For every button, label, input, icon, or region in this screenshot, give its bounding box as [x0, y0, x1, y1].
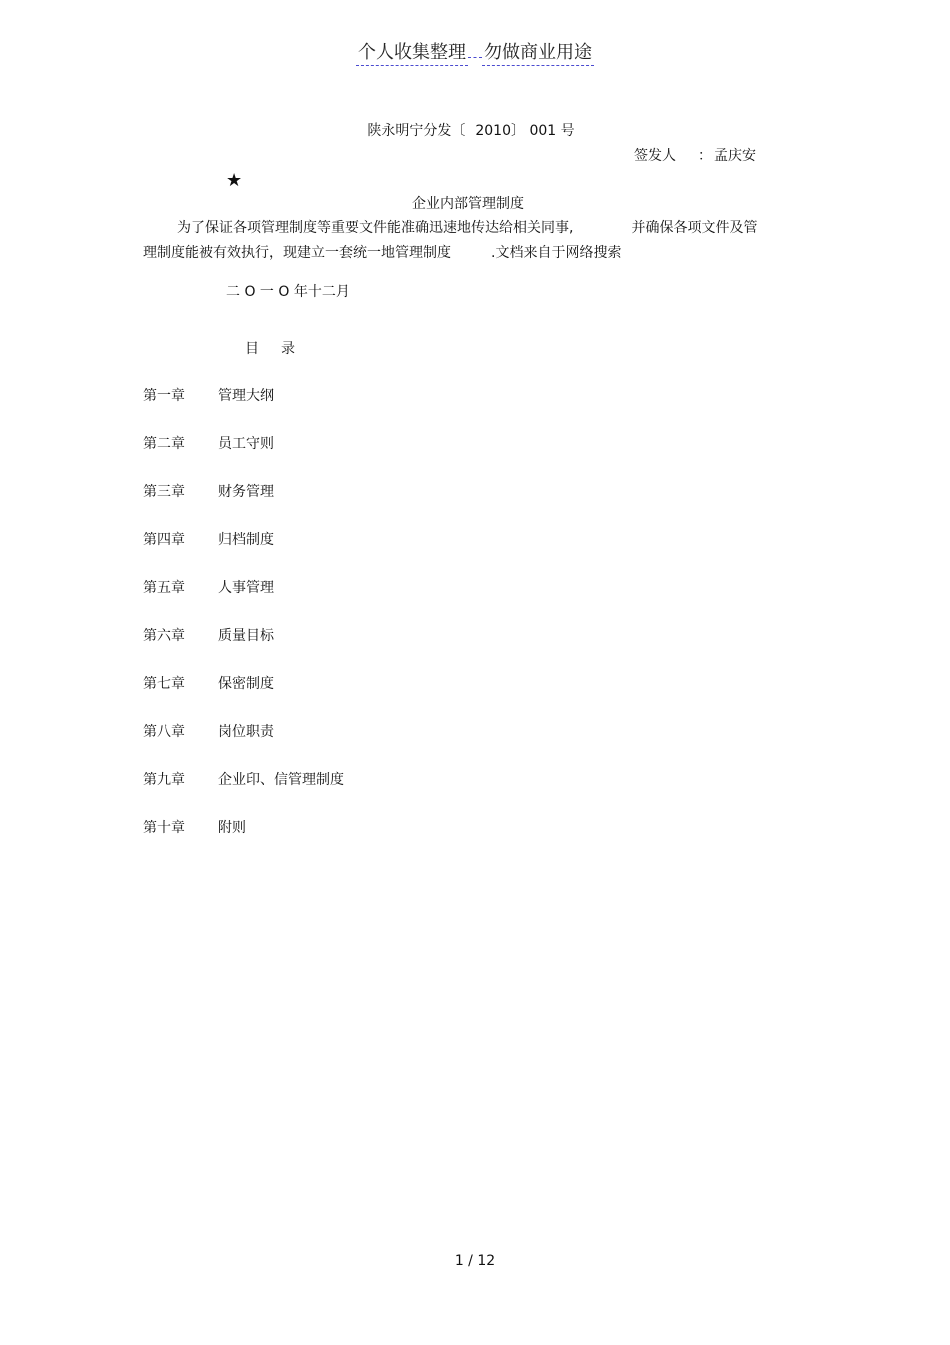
toc-chapter-number: 第六章 — [143, 628, 185, 644]
toc-item — [143, 386, 543, 434]
toc-chapter-number: 第九章 — [143, 772, 185, 788]
document-number-prefix: 陕永明宁分发〔 — [367, 123, 466, 139]
toc-chapter-number: 第四章 — [143, 532, 185, 548]
toc-chapter-number: 第五章 — [143, 580, 185, 596]
toc-chapter-number: 第二章 — [143, 436, 185, 452]
toc-item — [143, 482, 543, 530]
toc-chapter-title: 员工守则 — [218, 436, 274, 452]
toc-chapter-number: 第八章 — [143, 724, 185, 740]
toc-chapter-title: 岗位职责 — [218, 724, 274, 740]
toc-chapter-number: 第十章 — [143, 820, 185, 836]
paragraph-line-1 — [143, 218, 803, 238]
toc-heading-a: 目 — [245, 341, 259, 357]
page-number: 1 / 12 — [454, 1253, 496, 1269]
toc-chapter-number: 第三章 — [143, 484, 185, 500]
signer-name: 孟庆安 — [714, 148, 756, 164]
table-of-contents — [143, 386, 543, 866]
document-number — [0, 121, 942, 141]
toc-chapter-title: 保密制度 — [218, 676, 274, 692]
paragraph-line-1-a: 为了保证各项管理制度等重要文件能准确迅速地传达给相关同事, — [177, 220, 574, 236]
paragraph-line-2-a: 理制度能被有效执行，现建立一套统一地管理制度 — [143, 245, 451, 261]
toc-item — [143, 626, 543, 674]
toc-item — [143, 434, 543, 482]
header-text-part1: 个人收集整理 — [356, 42, 468, 66]
paragraph-line-1-b: 并确保各项文件及管 — [631, 220, 758, 236]
toc-chapter-title: 人事管理 — [218, 580, 274, 596]
intro-paragraph — [143, 218, 803, 263]
toc-item — [143, 722, 543, 770]
signer-colon: ： — [698, 148, 712, 164]
toc-item — [143, 818, 543, 866]
toc-chapter-title: 管理大纲 — [218, 388, 274, 404]
issue-date: 二 O 一 O 年十二月 — [226, 284, 350, 300]
document-title: 企业内部管理制度 — [412, 196, 524, 212]
toc-chapter-title: 财务管理 — [218, 484, 274, 500]
toc-heading-b: 录 — [281, 341, 295, 357]
paragraph-line-2 — [143, 243, 803, 263]
header-text-part2: 勿做商业用途 — [482, 42, 594, 66]
paragraph-line-2-b: .文档来自于网络搜索 — [491, 245, 622, 261]
toc-item — [143, 770, 543, 818]
header-gap — [468, 55, 482, 58]
watermark-header — [0, 40, 950, 66]
toc-chapter-title: 归档制度 — [218, 532, 274, 548]
toc-chapter-number: 第一章 — [143, 388, 185, 404]
toc-chapter-title: 企业印、信管理制度 — [218, 772, 344, 788]
document-number-year: 2010〕 001 号 — [475, 123, 575, 139]
star-icon: ★ — [226, 170, 243, 191]
toc-item — [143, 530, 543, 578]
toc-heading — [245, 339, 295, 359]
toc-chapter-title: 质量目标 — [218, 628, 274, 644]
toc-item — [143, 578, 543, 626]
toc-chapter-title: 附则 — [218, 820, 246, 836]
toc-item — [143, 674, 543, 722]
signer-line — [634, 146, 756, 166]
signer-label: 签发人 — [634, 148, 676, 164]
toc-chapter-number: 第七章 — [143, 676, 185, 692]
